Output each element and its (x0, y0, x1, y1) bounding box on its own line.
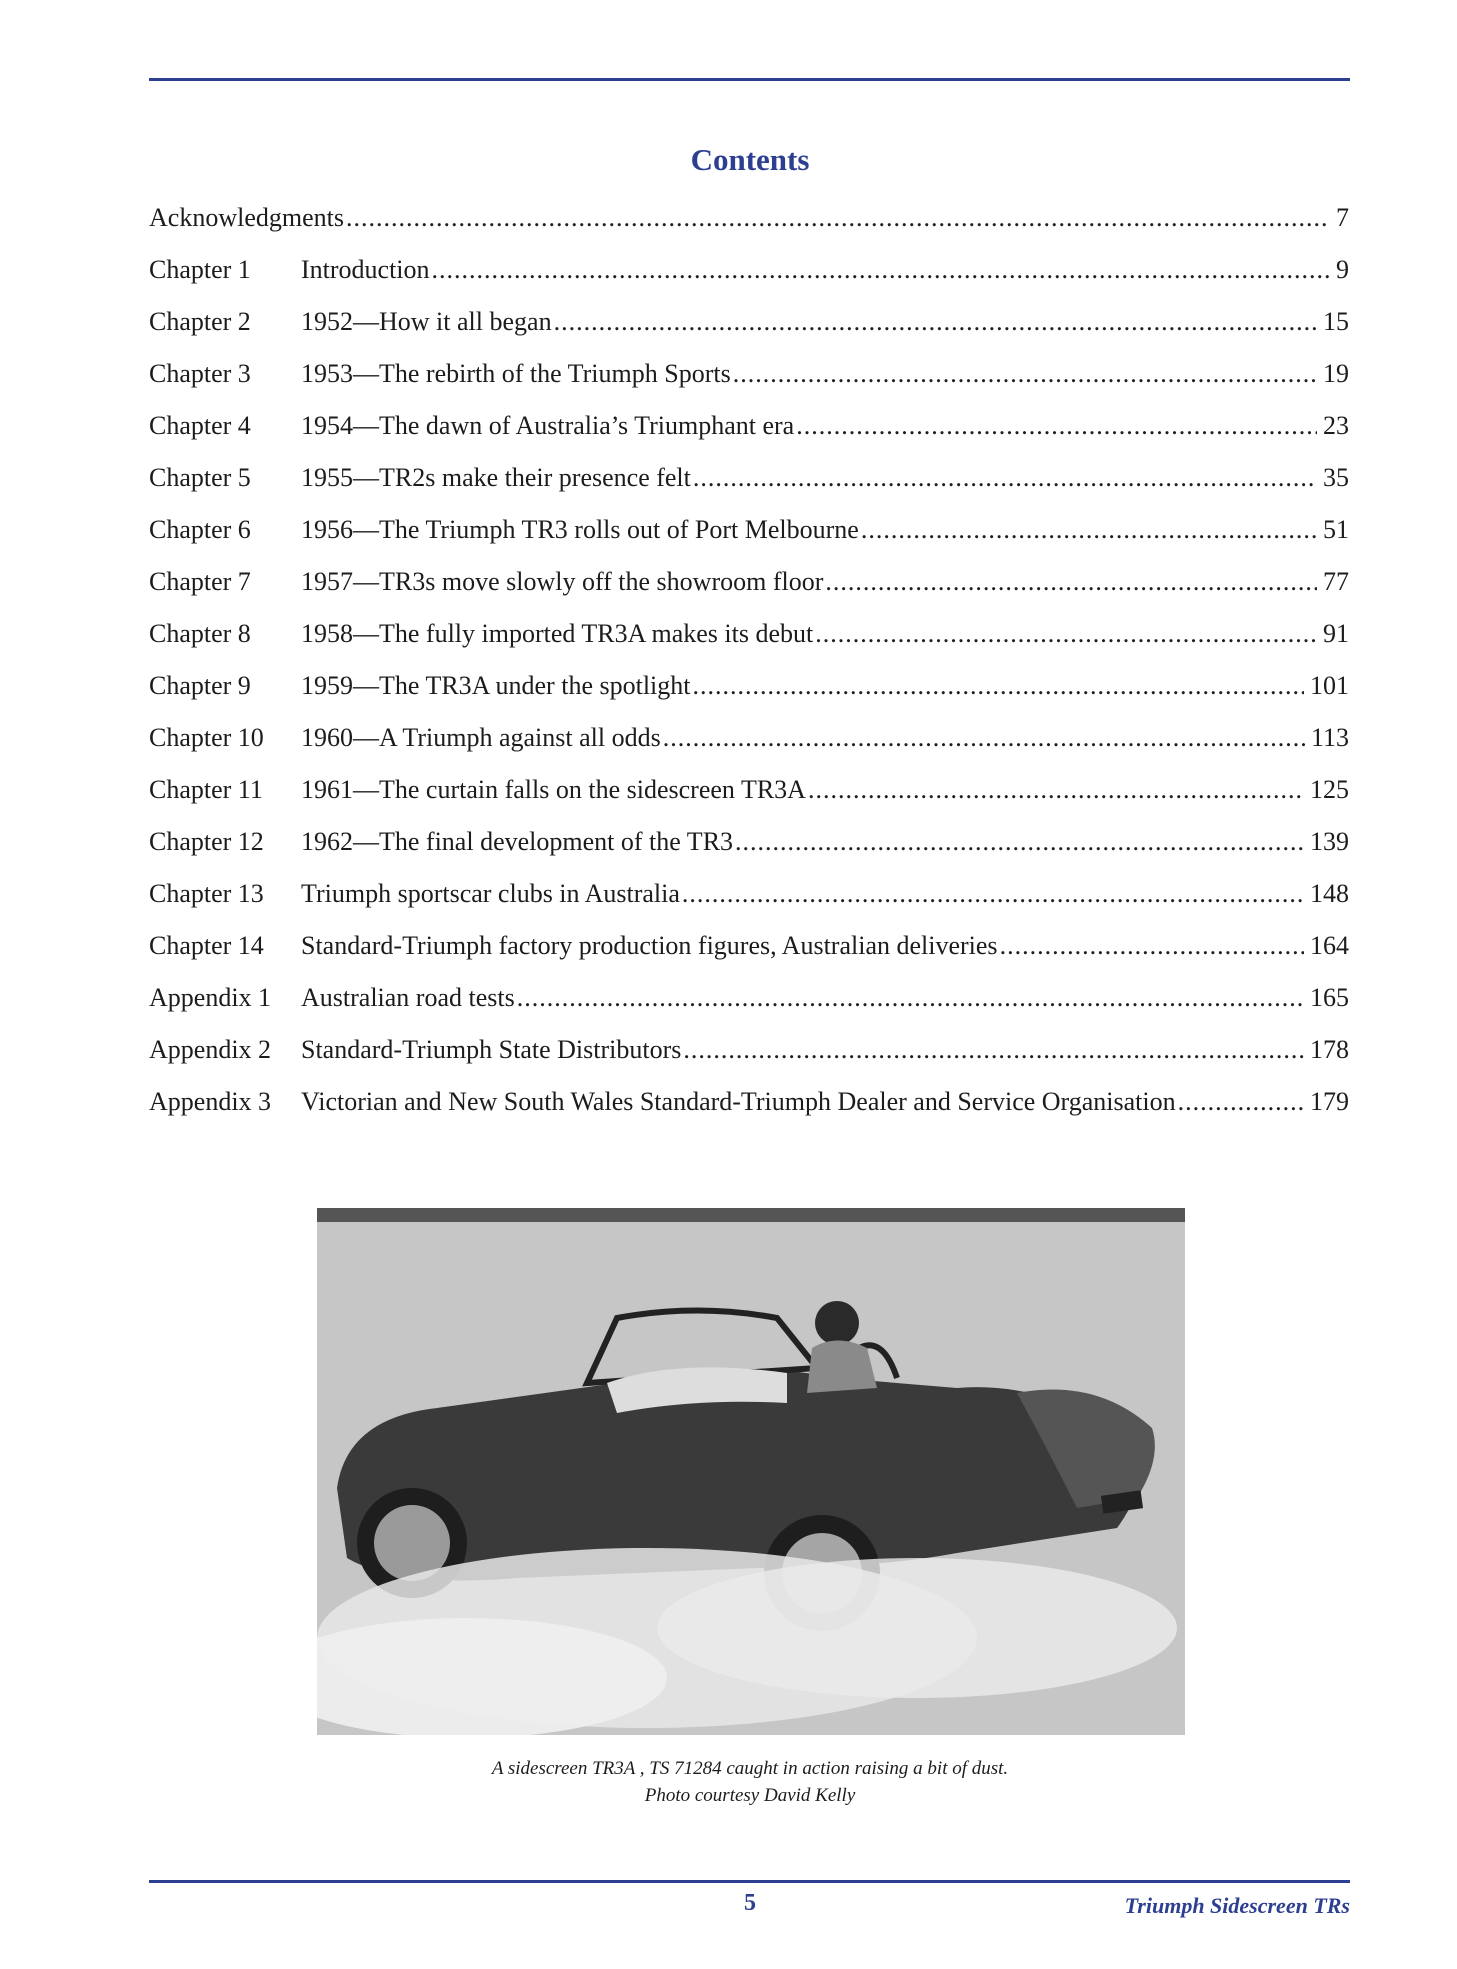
toc-entry-title: Standard-Triumph State Distributors (301, 1035, 682, 1064)
toc-dot-leader (663, 718, 1305, 758)
driver-head (815, 1301, 859, 1345)
toc-dot-leader (733, 354, 1317, 394)
driver-torso (807, 1341, 877, 1394)
toc-entry-page: 19 (1323, 359, 1349, 388)
toc-entry-label: Appendix 2 (149, 1035, 272, 1064)
toc-entry-label: Appendix 1 (149, 983, 272, 1012)
toc-entry-page: 125 (1310, 775, 1349, 804)
toc-entry-title: Introduction (301, 255, 430, 284)
toc-entry-title: 1956—The Triumph TR3 rolls out of Port Melbourne (301, 515, 859, 544)
toc-dot-leader (796, 406, 1317, 446)
toc-entry-label: Chapter 8 (149, 619, 251, 648)
toc-dot-leader (1178, 1082, 1304, 1122)
toc-entry (149, 822, 1349, 874)
toc-entry (149, 770, 1349, 822)
toc-entry (149, 1030, 1349, 1082)
toc-dot-leader (554, 302, 1317, 342)
page-title: Contents (690, 142, 810, 177)
toc-entry-label: Chapter 3 (149, 359, 251, 388)
toc-entry (149, 926, 1349, 978)
toc-dot-leader (346, 198, 1330, 238)
toc-entry-page: 15 (1323, 307, 1349, 336)
toc-entry-page: 164 (1310, 931, 1349, 960)
toc-entry-page: 7 (1336, 203, 1349, 232)
header-rule (149, 78, 1350, 81)
toc-entry (149, 302, 1349, 354)
toc-entry-title: 1958—The fully imported TR3A makes its debut (301, 619, 814, 648)
toc-dot-leader (432, 250, 1330, 290)
toc-entry-title: 1955—TR2s make their presence felt (301, 463, 691, 492)
toc-entry-label: Chapter 9 (149, 671, 251, 700)
toc-entry-page: 148 (1310, 879, 1349, 908)
toc-entry-title: 1953—The rebirth of the Triumph Sports (301, 359, 731, 388)
toc-entry (149, 510, 1349, 562)
page-number: 5 (744, 1890, 756, 1916)
figure-credit: Photo courtesy David Kelly (644, 1785, 856, 1806)
toc-entry (149, 406, 1349, 458)
dust-cloud-front (657, 1558, 1177, 1698)
toc-entry-page: 91 (1323, 619, 1349, 648)
toc-entry-label: Chapter 10 (149, 723, 264, 752)
toc-entry (149, 666, 1349, 718)
toc-entry (149, 458, 1349, 510)
toc-dot-leader (683, 1030, 1304, 1070)
toc-dot-leader (517, 978, 1304, 1018)
toc-entry-title: Victorian and New South Wales Standard-Triumph Dealer and Service Organisation (301, 1087, 1176, 1116)
toc-entry-title: 1959—The TR3A under the spotlight (301, 671, 691, 700)
toc-dot-leader (682, 874, 1304, 914)
toc-entry (149, 1082, 1349, 1134)
toc-dot-leader (825, 562, 1317, 602)
toc-entry-label: Chapter 14 (149, 931, 264, 960)
toc-entry-label: Chapter 1 (149, 255, 251, 284)
toc-entry-label: Chapter 5 (149, 463, 251, 492)
toc-entry-page: 51 (1323, 515, 1349, 544)
toc-entry-label: Chapter 13 (149, 879, 264, 908)
car-photo-illustration (317, 1208, 1185, 1735)
toc-entry (149, 198, 1349, 250)
toc-entry-title: Standard-Triumph factory production figures, Australian deliveries (301, 931, 998, 960)
toc-entry (149, 354, 1349, 406)
toc-entry-page: 179 (1310, 1087, 1349, 1116)
toc-entry-page: 9 (1336, 255, 1349, 284)
toc-entry (149, 874, 1349, 926)
running-title: Triumph Sidescreen TRs (1124, 1893, 1350, 1918)
toc-entry (149, 978, 1349, 1030)
figure-caption: A sidescreen TR3A , TS 71284 caught in action raising a bit of dust. (491, 1758, 1009, 1779)
toc-dot-leader (861, 510, 1317, 550)
toc-entry-page: 77 (1323, 567, 1349, 596)
toc-entry-label: Chapter 6 (149, 515, 251, 544)
toc-entry-label: Chapter 4 (149, 411, 251, 440)
toc-entry-title: Australian road tests (301, 983, 515, 1012)
toc-entry-page: 165 (1310, 983, 1349, 1012)
toc-entry (149, 250, 1349, 302)
toc-entry-page: 35 (1323, 463, 1349, 492)
toc-entry-title: 1960—A Triumph against all odds (301, 723, 661, 752)
toc-entry-title: 1954—The dawn of Australia’s Triumphant era (301, 411, 795, 440)
toc-entry (149, 718, 1349, 770)
toc-entry-label: Chapter 7 (149, 567, 251, 596)
toc-entry-page: 101 (1310, 671, 1349, 700)
toc-entry-page: 178 (1310, 1035, 1349, 1064)
toc-entry (149, 614, 1349, 666)
toc-dot-leader (693, 458, 1317, 498)
table-of-contents (149, 198, 1349, 1134)
toc-dot-leader (693, 666, 1305, 706)
toc-entry-page: 139 (1310, 827, 1349, 856)
toc-entry-page: 113 (1310, 723, 1349, 752)
toc-entry (149, 562, 1349, 614)
car-photo (317, 1208, 1185, 1735)
toc-entry-title: Triumph sportscar clubs in Australia (301, 879, 680, 908)
toc-dot-leader (815, 614, 1317, 654)
toc-entry-title: 1957—TR3s move slowly off the showroom floor (301, 567, 824, 596)
toc-dot-leader (808, 770, 1304, 810)
toc-entry-title: 1962—The final development of the TR3 (301, 827, 734, 856)
photo-horizon (317, 1208, 1185, 1222)
toc-entry-title: 1961—The curtain falls on the sidescreen TR3A (301, 775, 806, 804)
toc-entry-title: Acknowledgments (149, 203, 344, 232)
toc-entry-label: Appendix 3 (149, 1087, 272, 1116)
toc-entry-label: Chapter 12 (149, 827, 264, 856)
toc-entry-page: 23 (1323, 411, 1349, 440)
toc-entry-label: Chapter 2 (149, 307, 251, 336)
toc-entry-label: Chapter 11 (149, 775, 263, 804)
toc-dot-leader (735, 822, 1304, 862)
footer-rule (149, 1880, 1350, 1883)
toc-entry-title: 1952—How it all began (301, 307, 552, 336)
toc-dot-leader (1000, 926, 1304, 966)
